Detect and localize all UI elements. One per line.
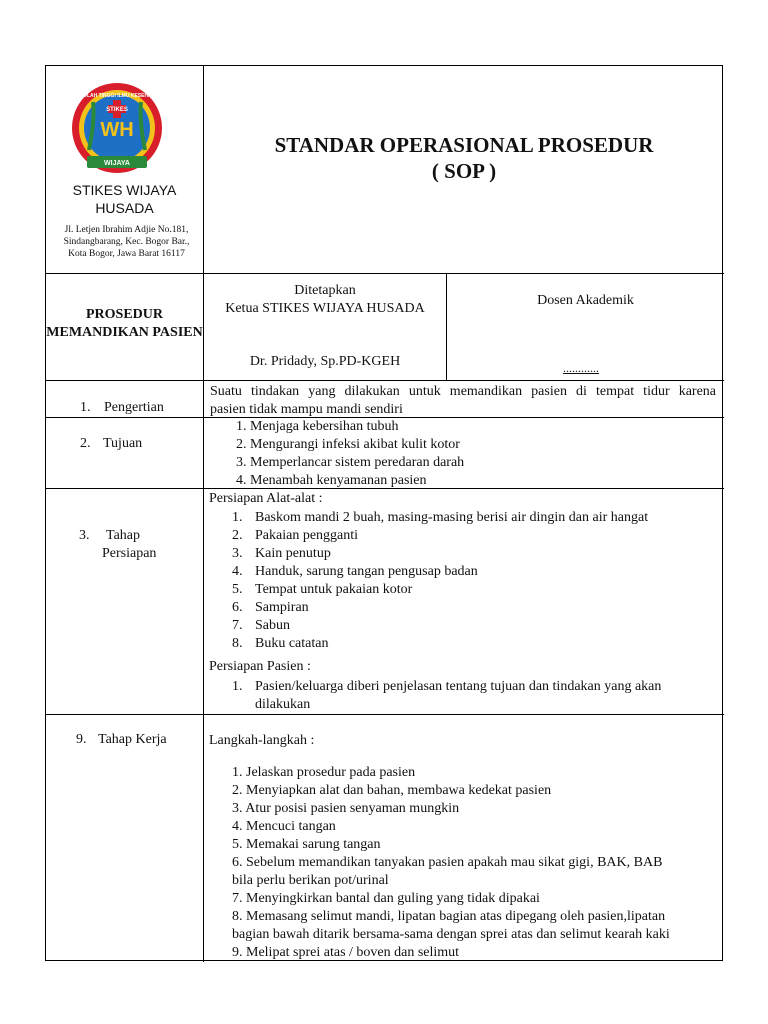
logo-center-text: WH <box>100 119 134 141</box>
work-label: Tahap Kerja <box>98 732 167 747</box>
work-heading: Langkah-langkah : <box>209 733 315 748</box>
tools-heading: Persiapan Alat-alat : <box>209 491 323 506</box>
list-item: 1. Jelaskan prosedur pada pasien <box>232 765 416 780</box>
definition-line-1: Suatu tindakan yang dilakukan untuk memandikan pasien di tempat tidur karena <box>210 384 716 399</box>
established-block <box>204 282 446 318</box>
patient-prep-line1: Pasien/keluarga diberi penjelasan tentang tujuan dan tindakan yang akan <box>255 679 662 694</box>
work-label-number: 9. <box>76 732 87 747</box>
list-item: 7. Sabun <box>232 618 290 633</box>
preparation-label-number: 3. <box>79 528 90 543</box>
institution-name: STIKES WIJAYA HUSADA <box>72 182 177 216</box>
preparation-label-line2: Persiapan <box>102 546 157 561</box>
purpose-label-number: 2. <box>80 436 91 451</box>
list-item: 3. Memperlancar sistem peredaran darah <box>236 455 465 470</box>
purpose-label: Tujuan <box>103 436 143 451</box>
lecturer-label: Dosen Akademik <box>537 293 634 308</box>
list-item: 3. Atur posisi pasien senyaman mungkin <box>232 801 460 816</box>
logo-inner-text: STIKES <box>106 107 128 113</box>
preparation-label-line1: Tahap <box>106 528 141 543</box>
sop-title-line2: ( SOP ) <box>431 159 497 183</box>
list-item: 1. Baskom mandi 2 buah, masing-masing berisi air dingin dan air hangat <box>232 510 649 525</box>
established-label: Ditetapkan <box>294 283 356 298</box>
left-column-divider <box>203 66 204 962</box>
list-item: bila perlu berikan pot/urinal <box>232 873 389 888</box>
definition-label: Pengertian <box>104 400 164 415</box>
patient-prep-line2: dilakukan <box>255 697 311 712</box>
definition-line-2: pasien tidak mampu mandi sendiri <box>210 402 403 417</box>
signatory-name: Dr. Pridady, Sp.PD-KGEH <box>249 354 401 369</box>
patient-prep-heading: Persiapan Pasien : <box>209 659 311 674</box>
list-item: 2. Pakaian pengganti <box>232 528 359 543</box>
list-item: 4. Handuk, sarung tangan pengusap badan <box>232 564 478 579</box>
procedure-title: PROSEDUR MEMANDIKAN PASIEN <box>46 307 203 340</box>
established-by: Ketua STIKES WIJAYA HUSADA <box>225 301 425 316</box>
list-item: 5. Tempat untuk pakaian kotor <box>232 582 413 597</box>
approval-divider <box>446 273 447 380</box>
list-item: 5. Memakai sarung tangan <box>232 837 381 852</box>
logo-ring-text: SEKOLAH TINGGI ILMU KESEHATAN <box>72 93 162 99</box>
sop-document <box>45 65 723 961</box>
list-item: 4. Mencuci tangan <box>232 819 336 834</box>
tools-list <box>232 509 702 653</box>
list-item: 1. Menjaga kebersihan tubuh <box>236 419 399 434</box>
sop-title <box>204 132 724 184</box>
approval-bottom-divider <box>46 380 724 381</box>
list-item: 2. Mengurangi infeksi akibat kulit kotor <box>236 437 460 452</box>
list-item: 2. Menyiapkan alat dan bahan, membawa kedekat pasien <box>232 783 552 798</box>
preparation-divider <box>46 714 724 715</box>
list-item: 7. Menyingkirkan bantal dan guling yang tidak dipakai <box>232 891 540 906</box>
sop-title-line1: STANDAR OPERASIONAL PROSEDUR <box>274 133 654 157</box>
lecturer-signature: ............ <box>563 361 599 375</box>
list-item: 8. Memasang selimut mandi, lipatan bagian atas dipegang oleh pasien,lipatan <box>232 909 666 924</box>
list-item: bagian bawah ditarik bersama-sama dengan sprei atas dan selimut kearah kaki <box>232 927 670 942</box>
list-item: 8. Buku catatan <box>232 636 329 651</box>
patient-prep-number: 1. <box>232 679 243 694</box>
list-item: 3. Kain penutup <box>232 546 331 561</box>
purpose-list <box>236 418 464 490</box>
logo-banner-text: WIJAYA <box>104 160 130 167</box>
list-item: 6. Sebelum memandikan tanyakan pasien apakah mau sikat gigi, BAK, BAB <box>232 855 663 870</box>
definition-label-number: 1. <box>80 400 91 415</box>
institution-address: Jl. Letjen Ibrahim Adjie No.181, Sindangbarang, Kec. Bogor Bar., Kota Bogor, Jawa Barat 16117 <box>63 225 190 259</box>
list-item: 6. Sampiran <box>232 600 309 615</box>
list-item: 4. Menambah kenyamanan pasien <box>236 473 427 488</box>
list-item: 9. Melipat sprei atas / boven dan selimut <box>232 945 460 960</box>
college-seal-icon <box>65 80 169 180</box>
work-steps <box>232 764 718 962</box>
header-divider <box>46 273 724 274</box>
